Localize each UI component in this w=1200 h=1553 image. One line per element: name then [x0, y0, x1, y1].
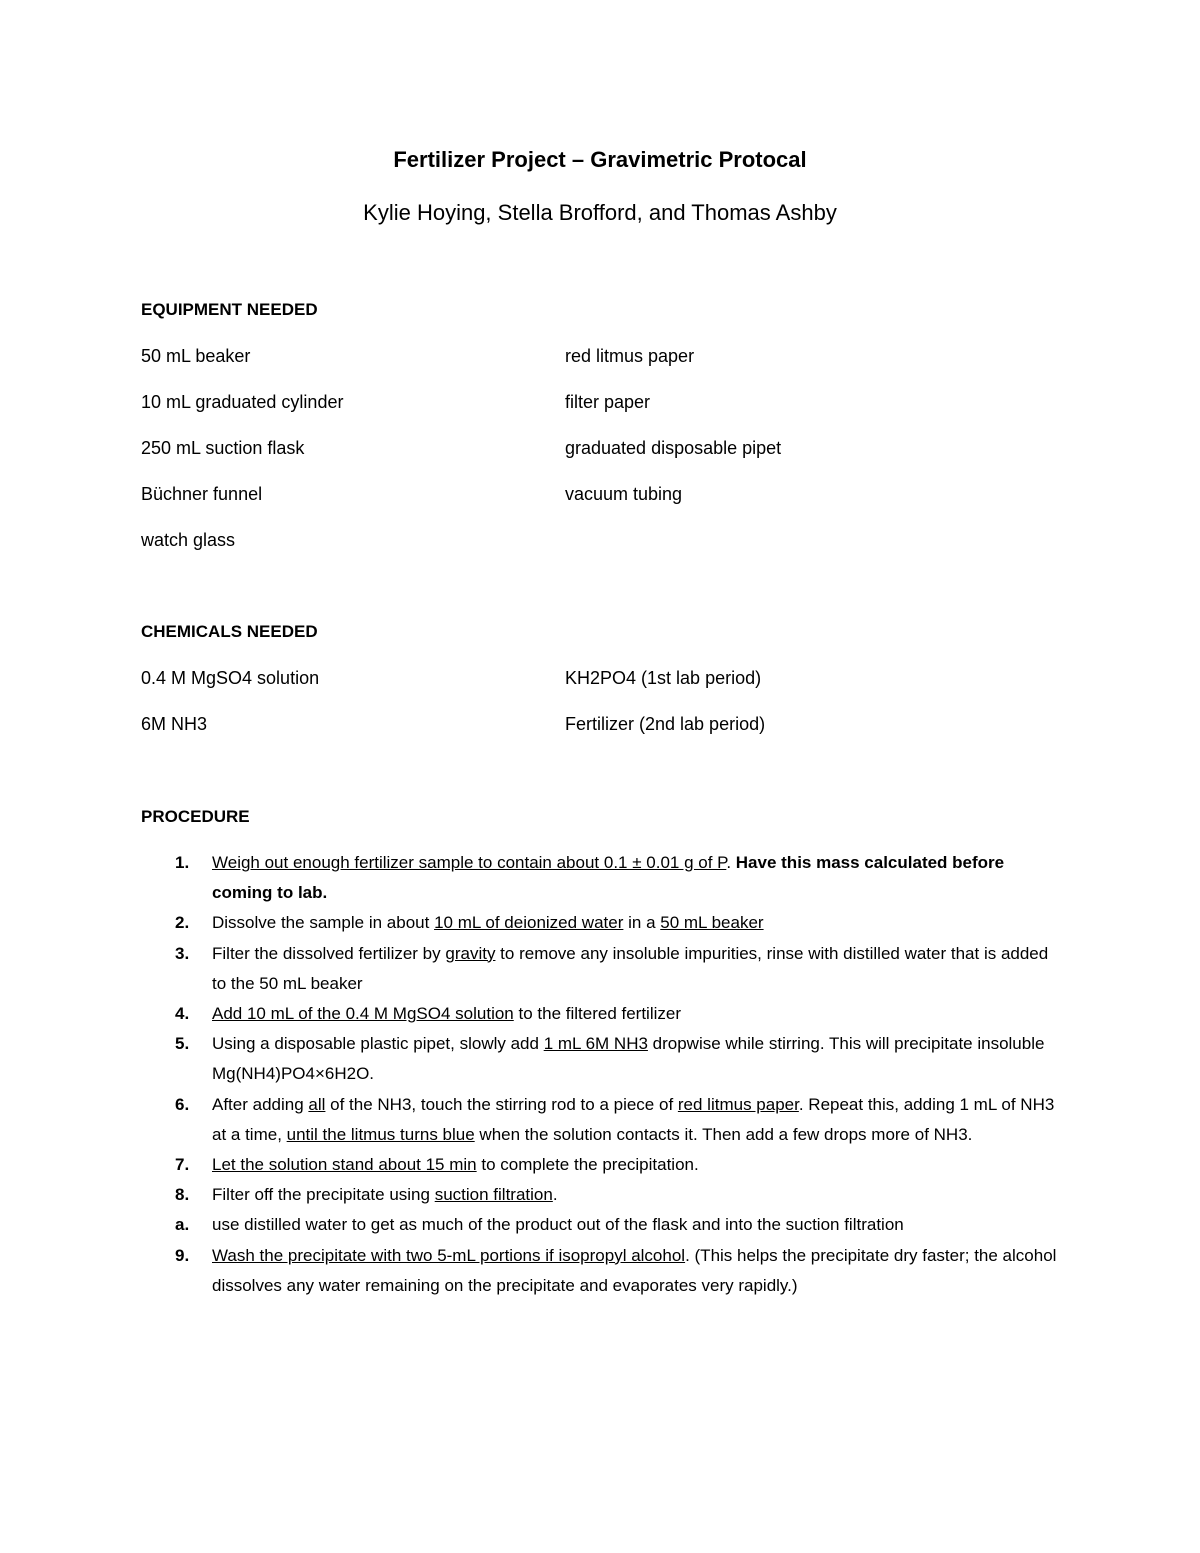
chemical-item: 6M NH3: [141, 714, 208, 734]
step-text: . Repeat this, adding 1 mL of NH3 at a time,: [212, 1094, 1055, 1144]
chemical-item: Fertilizer (2nd lab period): [565, 714, 766, 734]
equipment-item: vacuum tubing: [565, 484, 683, 504]
procedure-step: [141, 1029, 1061, 1089]
step-text: to remove any insoluble impurities, rinse with distilled water that is added to the 50 mL beaker: [212, 943, 1049, 993]
step-text: Filter the dissolved fertilizer by: [212, 943, 446, 963]
underlined-text: until the litmus turns blue: [286, 1124, 475, 1144]
chemical-item: KH2PO4 (1st lab period): [565, 668, 762, 688]
step-text: in a: [623, 913, 661, 933]
step-text: use distilled water to get as much of the product out of the flask and into the suction filtration: [212, 1215, 904, 1235]
equipment-item: graduated disposable pipet: [565, 438, 782, 458]
procedure-heading: PROCEDURE: [141, 807, 250, 826]
step-text: to the filtered fertilizer: [513, 1004, 682, 1024]
document-title: Fertilizer Project – Gravimetric Protocal: [393, 147, 807, 172]
procedure-step: [141, 999, 1061, 1029]
underlined-text: Weigh out enough fertilizer sample to contain about 0.1 ± 0.01 g of P: [212, 853, 727, 872]
underlined-text: Wash the precipitate with two 5-mL portions if isopropyl alcohol: [212, 1245, 686, 1265]
step-text: Filter off the precipitate using: [212, 1185, 435, 1205]
step-number: 9.: [175, 1245, 190, 1265]
step-text: when the solution contacts it. Then add a few drops more of NH3.: [474, 1124, 973, 1144]
step-number: 6.: [175, 1094, 190, 1114]
step-number: 7.: [175, 1155, 190, 1175]
step-number: 3.: [175, 943, 190, 963]
substep-letter: a.: [175, 1215, 190, 1235]
step-text: of the NH3, touch the stirring rod to a piece of: [325, 1094, 678, 1114]
step-number: 1.: [175, 853, 190, 872]
step-number: 5.: [175, 1034, 190, 1054]
underlined-text: 10 mL of deionized water: [434, 913, 624, 933]
step-text: to complete the precipitation.: [476, 1155, 699, 1175]
underlined-text: suction filtration: [434, 1185, 553, 1205]
chemicals-heading: CHEMICALS NEEDED: [141, 622, 318, 641]
step-number: 8.: [175, 1185, 190, 1205]
step-text: . (This helps the precipitate dry faster; the alcohol dissolves any water remaining on the precipitate and evaporates very rapidly.): [212, 1245, 1057, 1295]
step-number: 4.: [175, 1004, 190, 1024]
procedure-step: [141, 908, 1061, 938]
underlined-text: gravity: [445, 943, 496, 963]
step-number: 2.: [175, 913, 190, 933]
underlined-text: 1 mL 6M NH3: [543, 1034, 648, 1054]
procedure-step: [141, 1241, 1061, 1301]
equipment-item: Büchner funnel: [141, 484, 263, 504]
equipment-item: 250 mL suction flask: [141, 438, 305, 458]
procedure-step: [141, 939, 1061, 999]
equipment-item: filter paper: [565, 392, 651, 412]
document-authors: Kylie Hoying, Stella Brofford, and Thomas Ashby: [363, 200, 837, 225]
underlined-text: Add 10 mL of the 0.4 M MgSO4 solution: [212, 1004, 514, 1024]
step-text: dropwise while stirring. This will precipitate insoluble Mg(NH4)PO4×6H2O.: [212, 1034, 1045, 1084]
equipment-item: 50 mL beaker: [141, 346, 251, 366]
bold-text: Have this mass calculated before coming to lab.: [212, 853, 1005, 903]
procedure-substep: [70, 1210, 1061, 1240]
underlined-text: 50 mL beaker: [660, 913, 764, 933]
equipment-item: 10 mL graduated cylinder: [141, 392, 344, 412]
procedure-step: [141, 1180, 1061, 1210]
procedure-step: [141, 1150, 1061, 1180]
step-text: Dissolve the sample in about: [212, 913, 435, 933]
underlined-text: Let the solution stand about 15 min: [212, 1155, 477, 1175]
procedure-step: [141, 848, 1061, 908]
underlined-text: all: [308, 1094, 326, 1114]
step-text: .: [552, 1185, 558, 1205]
equipment-item: red litmus paper: [565, 346, 695, 366]
chemical-item: 0.4 M MgSO4 solution: [141, 668, 320, 688]
step-text: .: [726, 853, 736, 872]
step-text: After adding: [212, 1094, 309, 1114]
step-text: Using a disposable plastic pipet, slowly add: [212, 1034, 544, 1054]
equipment-heading: EQUIPMENT NEEDED: [141, 300, 318, 319]
underlined-text: red litmus paper: [677, 1094, 799, 1114]
procedure-list: [141, 848, 1061, 1301]
equipment-item: watch glass: [141, 530, 236, 550]
procedure-step: [141, 1090, 1061, 1150]
